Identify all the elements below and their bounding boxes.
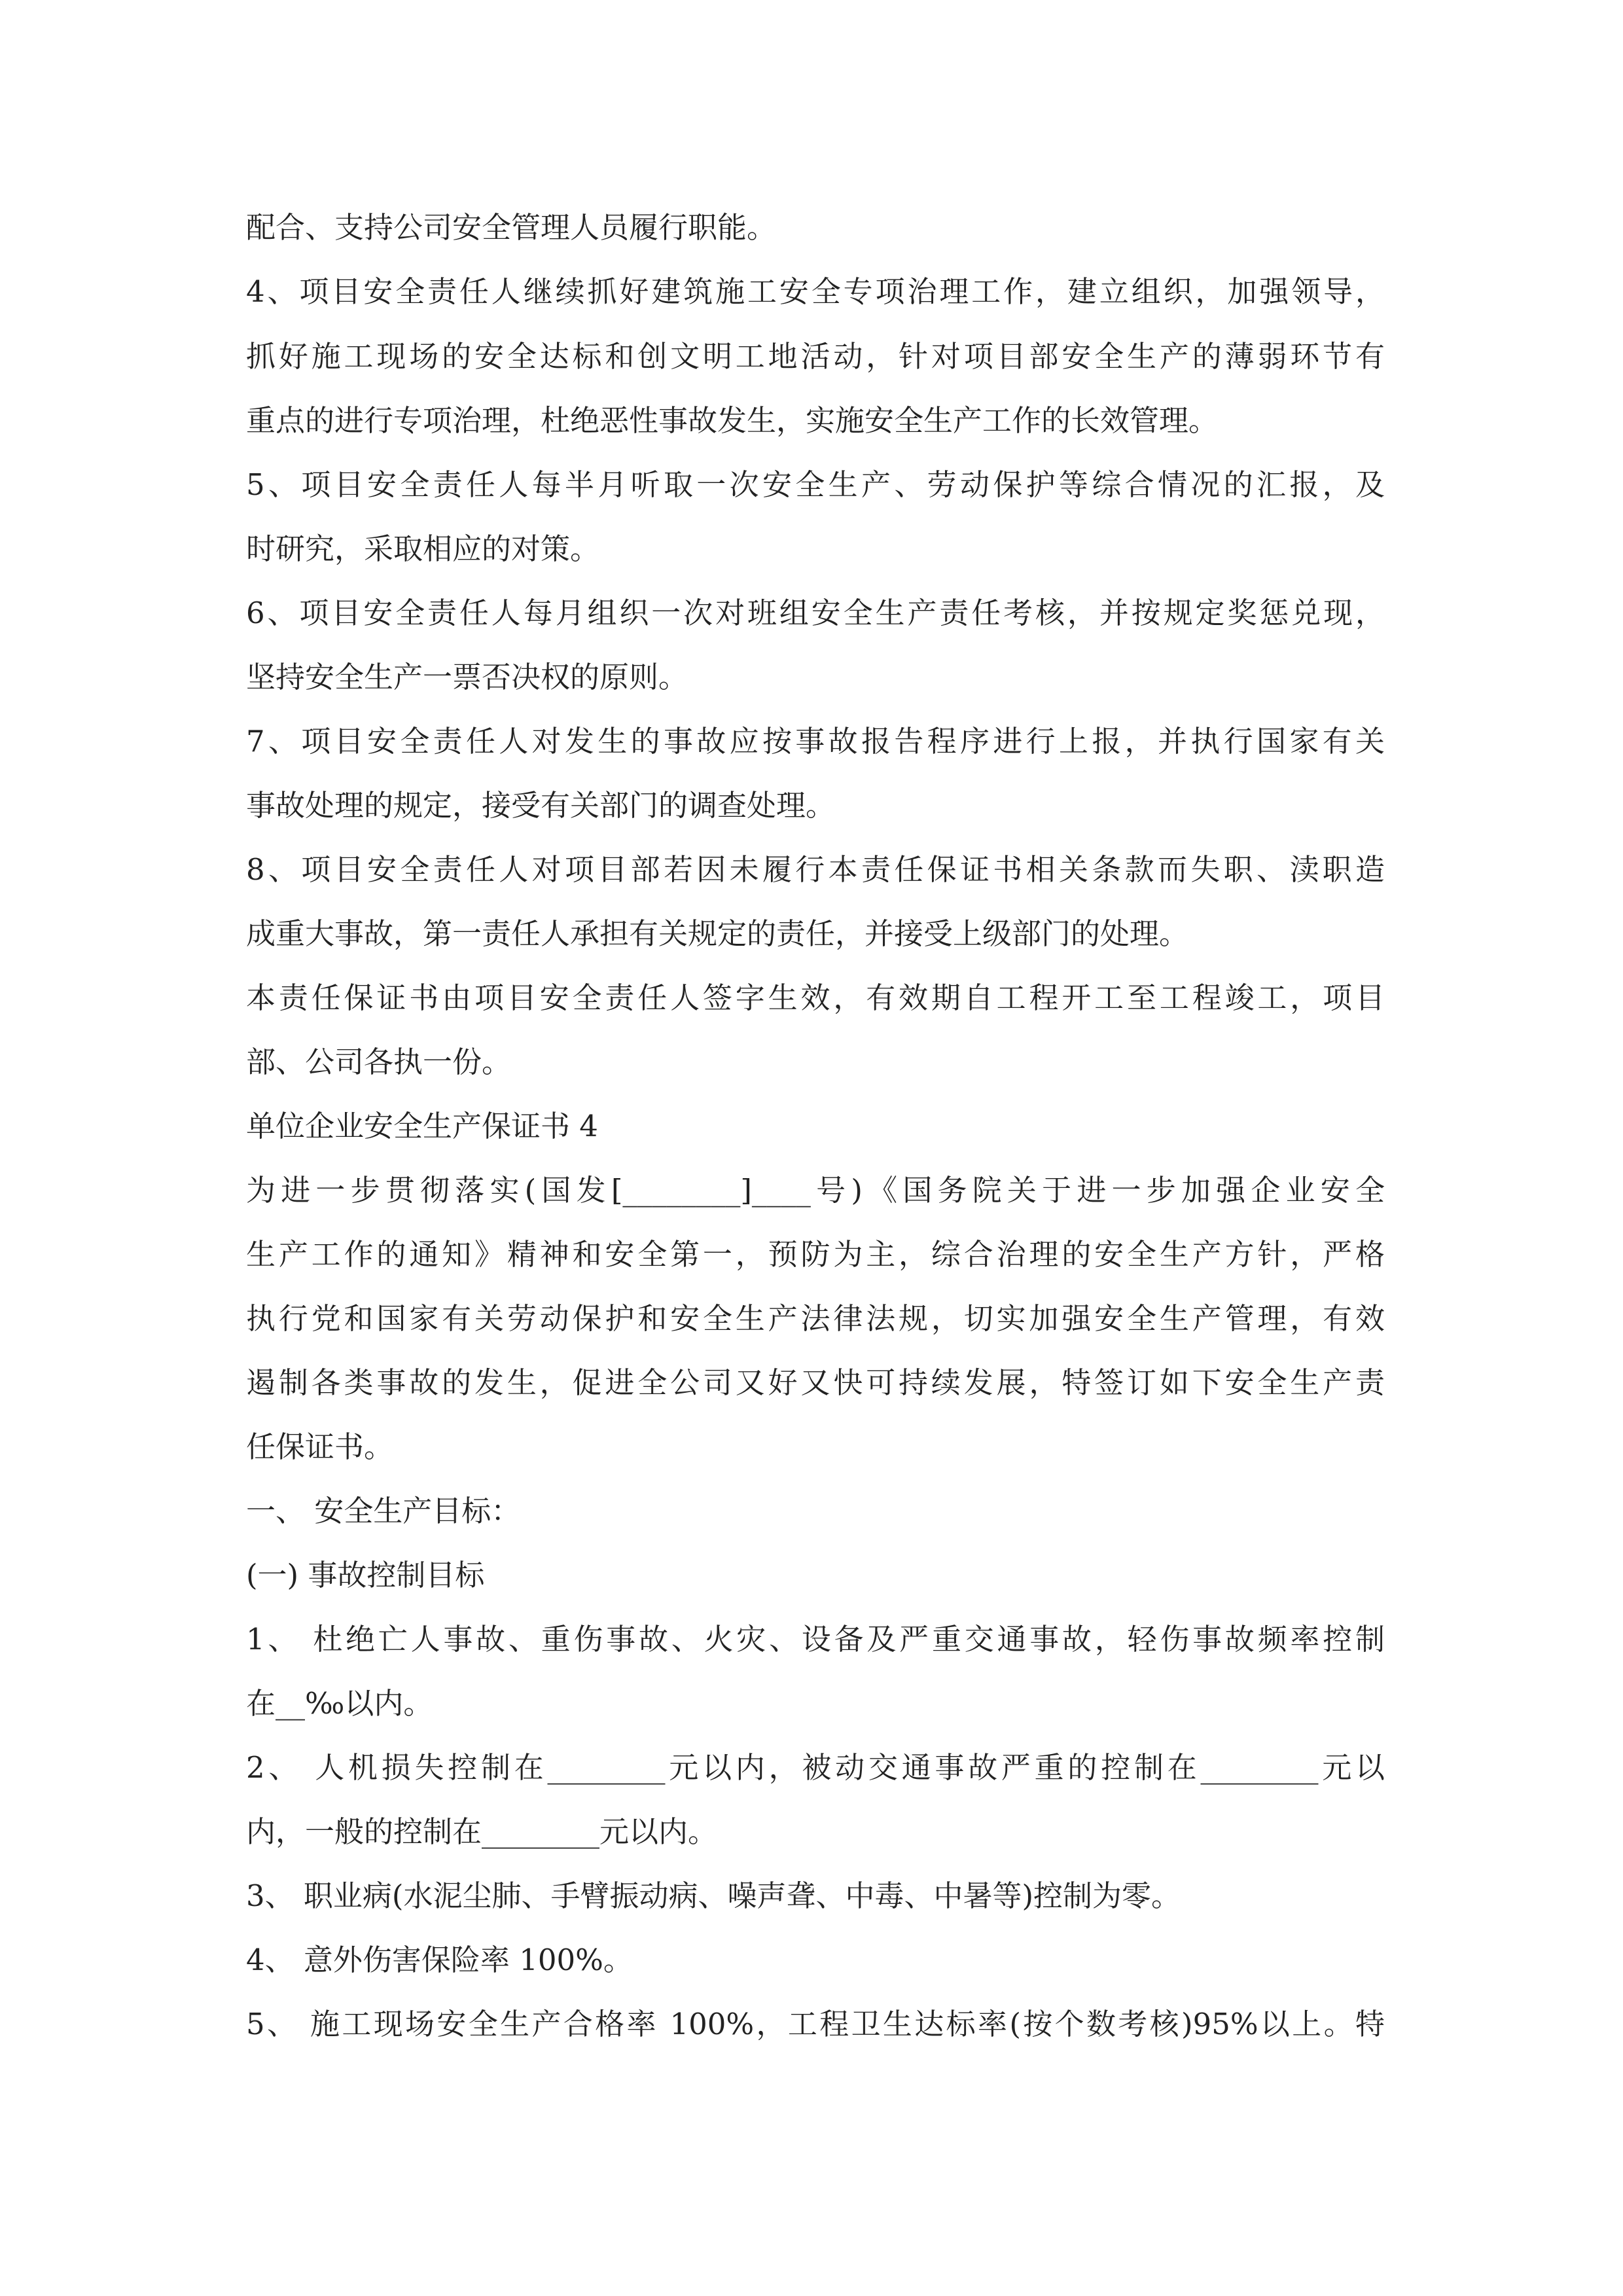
text-line: 坚持安全生产一票否决权的原则。 [246,660,688,694]
text-line: 本责任保证书由项目安全责任人签字生效，有效期自工程开工至工程竣工，项目 [246,980,1385,1015]
text-line: 重点的进行专项治理，杜绝恶性事故发生，实施安全生产工作的长效管理。 [246,403,1219,438]
text-line: 执行党和国家有关劳动保护和安全生产法律法规，切实加强安全生产管理，有效 [246,1301,1385,1336]
text-line: 在__‰以内。 [246,1686,433,1721]
text-line: 5、 施工现场安全生产合格率 100%，工程卫生达标率(按个数考核)95%以上。特 [246,2007,1385,2041]
text-line: 抓好施工现场的安全达标和创文明工地活动，针对项目部安全生产的薄弱环节有 [246,339,1385,374]
text-line: 2、 人机损失控制在________元以内，被动交通事故严重的控制在________元以 [246,1750,1385,1785]
text-line: 部、公司各执一份。 [246,1045,512,1079]
text-line: 任保证书。 [246,1429,394,1464]
text-line: 配合、支持公司安全管理人员履行职能。 [246,210,777,245]
text-line: 3、 职业病(水泥尘肺、手臂振动病、噪声聋、中毒、中暑等)控制为零。 [246,1878,1181,1913]
text-line: 1、 杜绝亡人事故、重伤事故、火灾、设备及严重交通事故，轻伤事故频率控制 [246,1622,1385,1657]
text-line: 5、项目安全责任人每半月听取一次安全生产、劳动保护等综合情况的汇报，及 [246,467,1385,502]
text-line: 事故处理的规定，接受有关部门的调查处理。 [246,788,836,823]
text-line: 4、项目安全责任人继续抓好建筑施工安全专项治理工作，建立组织，加强领导， [246,274,1385,309]
text-line: 成重大事故，第一责任人承担有关规定的责任，并接受上级部门的处理。 [246,916,1189,951]
text-line: 为进一步贯彻落实(国发[________]____号)《国务院关于进一步加强企业安全 [246,1173,1385,1208]
subsection-heading: (一) 事故控制目标 [246,1558,485,1592]
text-line: 8、项目安全责任人对项目部若因未履行本责任保证书相关条款而失职、渎职造 [246,852,1385,887]
text-line: 4、 意外伤害保险率 100%。 [246,1943,633,1977]
text-line: 6、项目安全责任人每月组织一次对班组安全生产责任考核，并按规定奖惩兑现， [246,596,1385,630]
section-heading: 一、 安全生产目标： [246,1494,521,1528]
text-line: 时研究，采取相应的对策。 [246,531,600,566]
text-line: 生产工作的通知》精神和安全第一，预防为主，综合治理的安全生产方针，严格 [246,1237,1385,1272]
text-line: 内，一般的控制在________元以内。 [246,1814,718,1849]
section-heading: 单位企业安全生产保证书 4 [246,1109,598,1143]
text-line: 遏制各类事故的发生，促进全公司又好又快可持续发展，特签订如下安全生产责 [246,1365,1385,1400]
text-line: 7、项目安全责任人对发生的事故应按事故报告程序进行上报，并执行国家有关 [246,724,1385,759]
